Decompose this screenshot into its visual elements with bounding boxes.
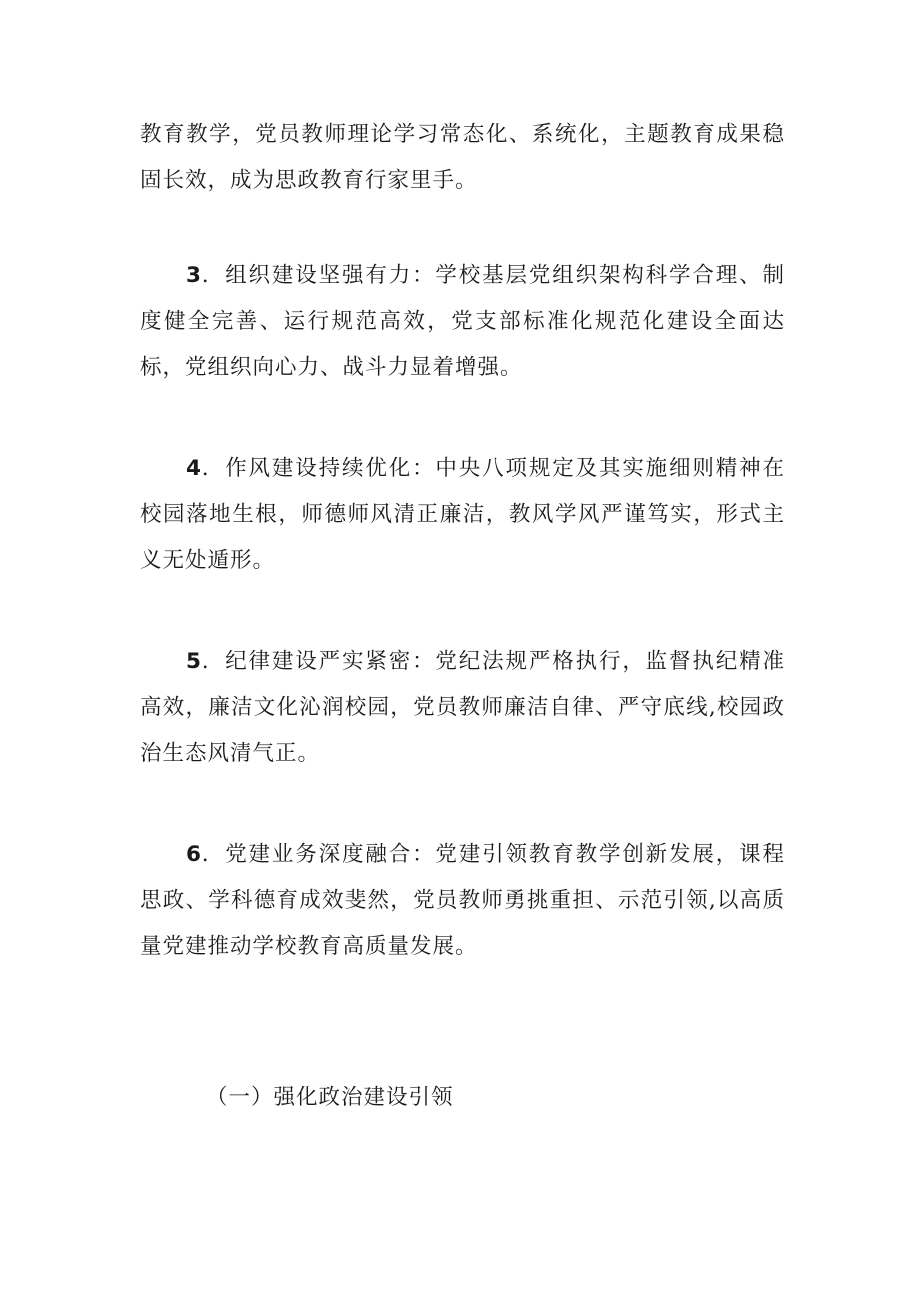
paragraph-item-6: [140, 832, 785, 970]
section-heading: （一）强化政治建设引领: [206, 1085, 454, 1110]
item-number: 3: [186, 263, 201, 288]
paragraph-item-3: [140, 253, 785, 391]
paragraph-text: ．作风建设持续优化：中央八项规定及其实施细则精神在校园落地生根，师德师风清正廉洁，教风学风严谨笃实，形式主义无处遁形。: [140, 456, 785, 573]
paragraph-text: 教育教学，党员教师理论学习常态化、系统化，主题教育成果稳固长效，成为思政教育行家里手。: [140, 122, 785, 193]
paragraph-text: ．党建业务深度融合：党建引领教育教学创新发展，课程思政、学科德育成效斐然，党员教师勇挑重担、示范引领,以高质量党建推动学校教育高质量发展。: [140, 842, 785, 959]
item-number: 6: [186, 842, 201, 867]
paragraph-item-4: [140, 446, 785, 584]
item-number: 5: [186, 649, 201, 674]
paragraph-text: ．组织建设坚强有力：学校基层党组织架构科学合理、制度健全完善、运行规范高效，党支部标准化规范化建设全面达标，党组织向心力、战斗力显着增强。: [140, 263, 785, 380]
paragraph-continuation: [140, 112, 785, 204]
paragraph-item-5: [140, 639, 785, 777]
item-number: 4: [186, 456, 201, 481]
paragraph-text: ．纪律建设严实紧密：党纪法规严格执行，监督执纪精准高效，廉洁文化沁润校园，党员教师廉洁自律、严守底线,校园政治生态风清气正。: [140, 649, 785, 766]
